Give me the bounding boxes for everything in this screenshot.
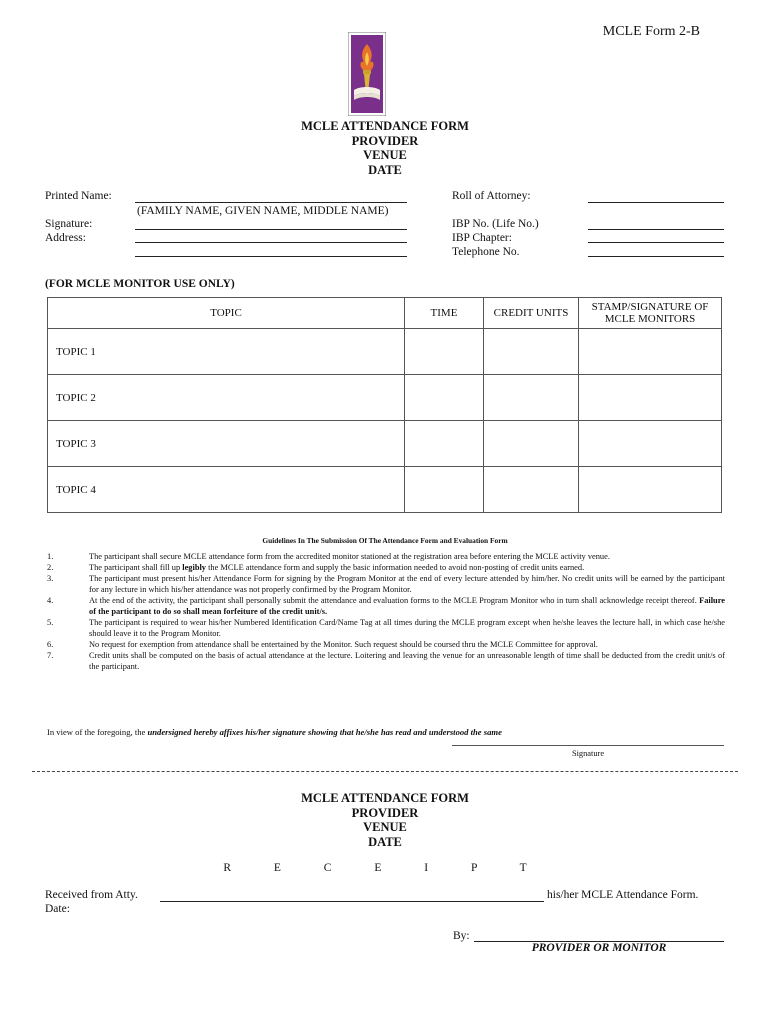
address-field-1[interactable]: [135, 242, 407, 243]
signature-field[interactable]: [135, 229, 407, 230]
item-text-c: the MCLE attendance form and supply the basic information needed to avoid non-posting of credit units earned.: [206, 563, 585, 572]
list-item: [47, 562, 725, 573]
header-credit-units: CREDIT UNITS: [484, 298, 579, 329]
topic-cell: TOPIC 3: [48, 421, 405, 467]
topic-cell: TOPIC 4: [48, 467, 405, 513]
form-code: MCLE Form 2-B: [602, 24, 700, 39]
item-number: 2.: [47, 563, 54, 572]
item-text-emphasis: legibly: [182, 563, 206, 572]
received-from-label: Received from Atty.: [45, 889, 138, 901]
receipt-date-field-label: Date:: [45, 903, 70, 915]
time-cell[interactable]: [405, 375, 484, 421]
stamp-cell[interactable]: [579, 375, 722, 421]
credit-cell[interactable]: [484, 375, 579, 421]
item-number: 6.: [47, 640, 54, 649]
credit-cell[interactable]: [484, 467, 579, 513]
item-text: Credit units shall be computed on the basis of actual attendance at the lecture. Loitering and leaving the venue for an unreasonable length of time shall be deducted from the credit unit/s of the participant.: [89, 651, 725, 671]
item-text: The participant is required to wear his/her Numbered Identification Card/Name Tag at all times during the MCLE program except when he/she leaves the lecture hall, in which case he/she should leave it to the Program Monitor.: [89, 618, 725, 638]
received-suffix: his/her MCLE Attendance Form.: [547, 889, 699, 901]
received-from-field[interactable]: [160, 901, 544, 902]
venue-label: VENUE: [363, 148, 407, 162]
time-cell[interactable]: [405, 467, 484, 513]
receipt-provider-label: PROVIDER: [351, 805, 419, 820]
item-text: The participant shall secure MCLE attendance form from the accredited monitor stationed at the registration area before entering the MCLE activity venue.: [89, 552, 610, 561]
item-text-emphasis: Failure of the participant to do so shall mean forfeiture of the credit unit/s.: [89, 596, 725, 616]
ibp-chapter-label: IBP Chapter:: [452, 232, 512, 244]
time-cell[interactable]: [405, 421, 484, 467]
ibp-chapter-field[interactable]: [588, 242, 724, 243]
receipt-form-title: MCLE ATTENDANCE FORM: [301, 791, 469, 805]
address-field-2[interactable]: [135, 256, 407, 257]
item-number: 7.: [47, 651, 54, 660]
stamp-cell[interactable]: [579, 421, 722, 467]
stamp-cell[interactable]: [579, 467, 722, 513]
topic-cell: TOPIC 1: [48, 329, 405, 375]
printed-name-field[interactable]: [135, 202, 407, 203]
list-item: [47, 595, 725, 617]
foreword-emphasis: undersigned hereby affixes his/her signature showing that he/she has read and understood the same: [147, 727, 502, 737]
item-text: [89, 562, 725, 573]
date-label: DATE: [368, 162, 402, 177]
receipt-date-label: DATE: [368, 834, 402, 849]
topic-cell: TOPIC 2: [48, 375, 405, 421]
credit-cell[interactable]: [484, 421, 579, 467]
stamp-cell[interactable]: [579, 329, 722, 375]
signature-caption: Signature: [571, 749, 605, 758]
form-header: [0, 119, 770, 177]
receipt-header: [0, 791, 770, 849]
list-item: [47, 551, 725, 562]
address-label: Address:: [45, 232, 86, 244]
by-label: By:: [453, 930, 470, 942]
provider-label: PROVIDER: [351, 133, 419, 148]
list-item: [47, 639, 725, 650]
torch-logo: [348, 32, 386, 116]
roll-label: Roll of Attorney:: [452, 190, 531, 202]
item-number: 5.: [47, 618, 54, 627]
signature-label: Signature:: [45, 218, 93, 230]
item-number: 1.: [47, 552, 54, 561]
receipt-venue-label: VENUE: [363, 820, 407, 834]
table-row: [48, 467, 722, 513]
header-stamp-signature: STAMP/SIGNATURE OF MCLE MONITORS: [579, 298, 722, 329]
header-time: TIME: [405, 298, 484, 329]
roll-field[interactable]: [588, 202, 724, 203]
ibp-no-label: IBP No. (Life No.): [452, 218, 539, 230]
ibp-no-field[interactable]: [588, 229, 724, 230]
form-title: MCLE ATTENDANCE FORM: [301, 119, 469, 133]
topics-table: [47, 297, 722, 513]
monitor-note: (FOR MCLE MONITOR USE ONLY): [45, 278, 235, 290]
credit-cell[interactable]: [484, 329, 579, 375]
list-item: [47, 650, 725, 672]
foreword: [47, 727, 502, 737]
item-text: No request for exemption from attendance shall be entertained by the Monitor. Such request should be coursed thru the MCLE Committee for approval.: [89, 640, 598, 649]
table-row: [48, 421, 722, 467]
item-text-a: At the end of the activity, the participant shall personally submit the attendance and evaluation forms to the MCLE Program Monitor who in turn shall acknowledge receipt thereof.: [89, 596, 700, 605]
participant-signature-field[interactable]: [452, 745, 724, 746]
guidelines-title: Guidelines In The Submission Of The Attendance Form and Evaluation Form: [262, 536, 508, 545]
list-item: [47, 617, 725, 639]
table-row: [48, 375, 722, 421]
item-text-a: The participant shall fill up: [89, 563, 183, 572]
printed-name-label: Printed Name:: [45, 190, 112, 202]
provider-or-monitor-label: PROVIDER OR MONITOR: [531, 942, 667, 954]
list-item: [47, 573, 725, 595]
item-text: [89, 595, 725, 617]
item-number: 4.: [47, 596, 54, 605]
table-row: [48, 329, 722, 375]
foreword-a: In view of the foregoing, the: [47, 727, 148, 737]
table-header-row: [48, 298, 722, 329]
cut-line: [32, 771, 738, 772]
guidelines-list: [47, 551, 725, 672]
item-text: The participant must present his/her Attendance Form for signing by the Program Monitor at the end of every lecture attended by him/her. No credit units will be earned by the participant for any lecture in which his/her attendance was not properly confirmed by the Program Monitor.: [89, 574, 725, 594]
item-number: 3.: [47, 574, 54, 583]
time-cell[interactable]: [405, 329, 484, 375]
telephone-label: Telephone No.: [452, 246, 520, 258]
telephone-field[interactable]: [588, 256, 724, 257]
header-topic: TOPIC: [48, 298, 405, 329]
receipt-title: R E C E I P T: [223, 862, 547, 874]
name-hint: (FAMILY NAME, GIVEN NAME, MIDDLE NAME): [137, 205, 389, 217]
